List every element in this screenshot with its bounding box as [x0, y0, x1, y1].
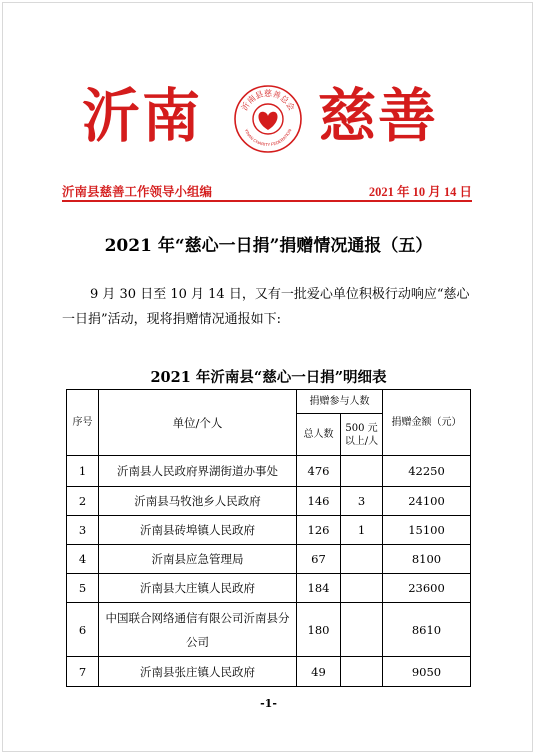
cell-over500 [341, 603, 383, 657]
table-row [67, 487, 471, 516]
cell-unit: 沂南县人民政府界湖街道办事处 [99, 456, 297, 487]
cell-amount: 8610 [383, 603, 471, 657]
cell-total: 146 [297, 487, 341, 516]
header-amount: 捐赠金额（元） [383, 390, 471, 456]
logo-top-text: 沂南县慈善总会 [239, 89, 297, 113]
cell-over500 [341, 456, 383, 487]
cell-unit: 中国联合网络通信有限公司沂南县分公司 [99, 603, 297, 657]
table-title: 2021 年沂南县“慈心一日捐”明细表 [150, 369, 387, 386]
cell-amount: 9050 [383, 657, 471, 687]
cell-seq: 2 [67, 487, 99, 516]
cell-unit: 沂南县张庄镇人民政府 [99, 657, 297, 687]
page-number: -1- [260, 697, 277, 710]
header-over500: 500 元以上/人 [341, 414, 383, 456]
svg-text:YINAN CHARITY FEDERATION [244, 128, 293, 147]
cell-seq: 6 [67, 603, 99, 657]
cell-amount: 8100 [383, 545, 471, 574]
cell-over500: 1 [341, 516, 383, 545]
table-header-row [67, 390, 471, 414]
table-row [67, 456, 471, 487]
cell-unit: 沂南县砖埠镇人民政府 [99, 516, 297, 545]
cell-over500 [341, 574, 383, 603]
table-row [67, 657, 471, 687]
editor-line: 沂南县慈善工作领导小组编 [62, 185, 213, 199]
logo-bottom-text: YINAN CHARITY FEDERATION [243, 128, 293, 148]
cell-total: 180 [297, 603, 341, 657]
report-title: 2021 年“慈心一日捐”捐赠情况通报（五） [104, 236, 433, 256]
cell-seq: 5 [67, 574, 99, 603]
charity-logo [233, 84, 303, 154]
cell-unit: 沂南县大庄镇人民政府 [99, 574, 297, 603]
header-participants: 捐赠参与人数 [297, 390, 383, 414]
cell-amount: 42250 [383, 456, 471, 487]
cell-amount: 23600 [383, 574, 471, 603]
header-total: 总人数 [297, 414, 341, 456]
cell-unit: 沂南县应急管理局 [99, 545, 297, 574]
cell-amount: 15100 [383, 516, 471, 545]
cell-total: 67 [297, 545, 341, 574]
masthead-right-title: 慈善 [318, 82, 439, 150]
header-seq: 序号 [67, 390, 99, 456]
cell-total: 184 [297, 574, 341, 603]
cell-total: 49 [297, 657, 341, 687]
subhead [62, 182, 472, 200]
red-divider [62, 200, 472, 202]
cell-seq: 1 [67, 456, 99, 487]
donation-table [66, 389, 471, 687]
table-row [67, 603, 471, 657]
cell-over500: 3 [341, 487, 383, 516]
header-unit: 单位/个人 [99, 390, 297, 456]
table-row [67, 574, 471, 603]
cell-over500 [341, 545, 383, 574]
masthead-left-title: 沂南 [82, 82, 203, 150]
cell-unit: 沂南县马牧池乡人民政府 [99, 487, 297, 516]
masthead [0, 78, 537, 158]
cell-amount: 24100 [383, 487, 471, 516]
table-row [67, 516, 471, 545]
cell-seq: 3 [67, 516, 99, 545]
cell-seq: 4 [67, 545, 99, 574]
cell-total: 476 [297, 456, 341, 487]
intro-text: 9 月 30 日至 10 月 14 日，又有一批爱心单位积极行动响应“慈心一日捐”活动，现将捐赠情况通报如下: [62, 287, 470, 327]
intro-paragraph [62, 282, 472, 332]
cell-total: 126 [297, 516, 341, 545]
cell-over500 [341, 657, 383, 687]
table-row [67, 545, 471, 574]
issue-date: 2021 年 10 月 14 日 [368, 185, 472, 199]
cell-seq: 7 [67, 657, 99, 687]
